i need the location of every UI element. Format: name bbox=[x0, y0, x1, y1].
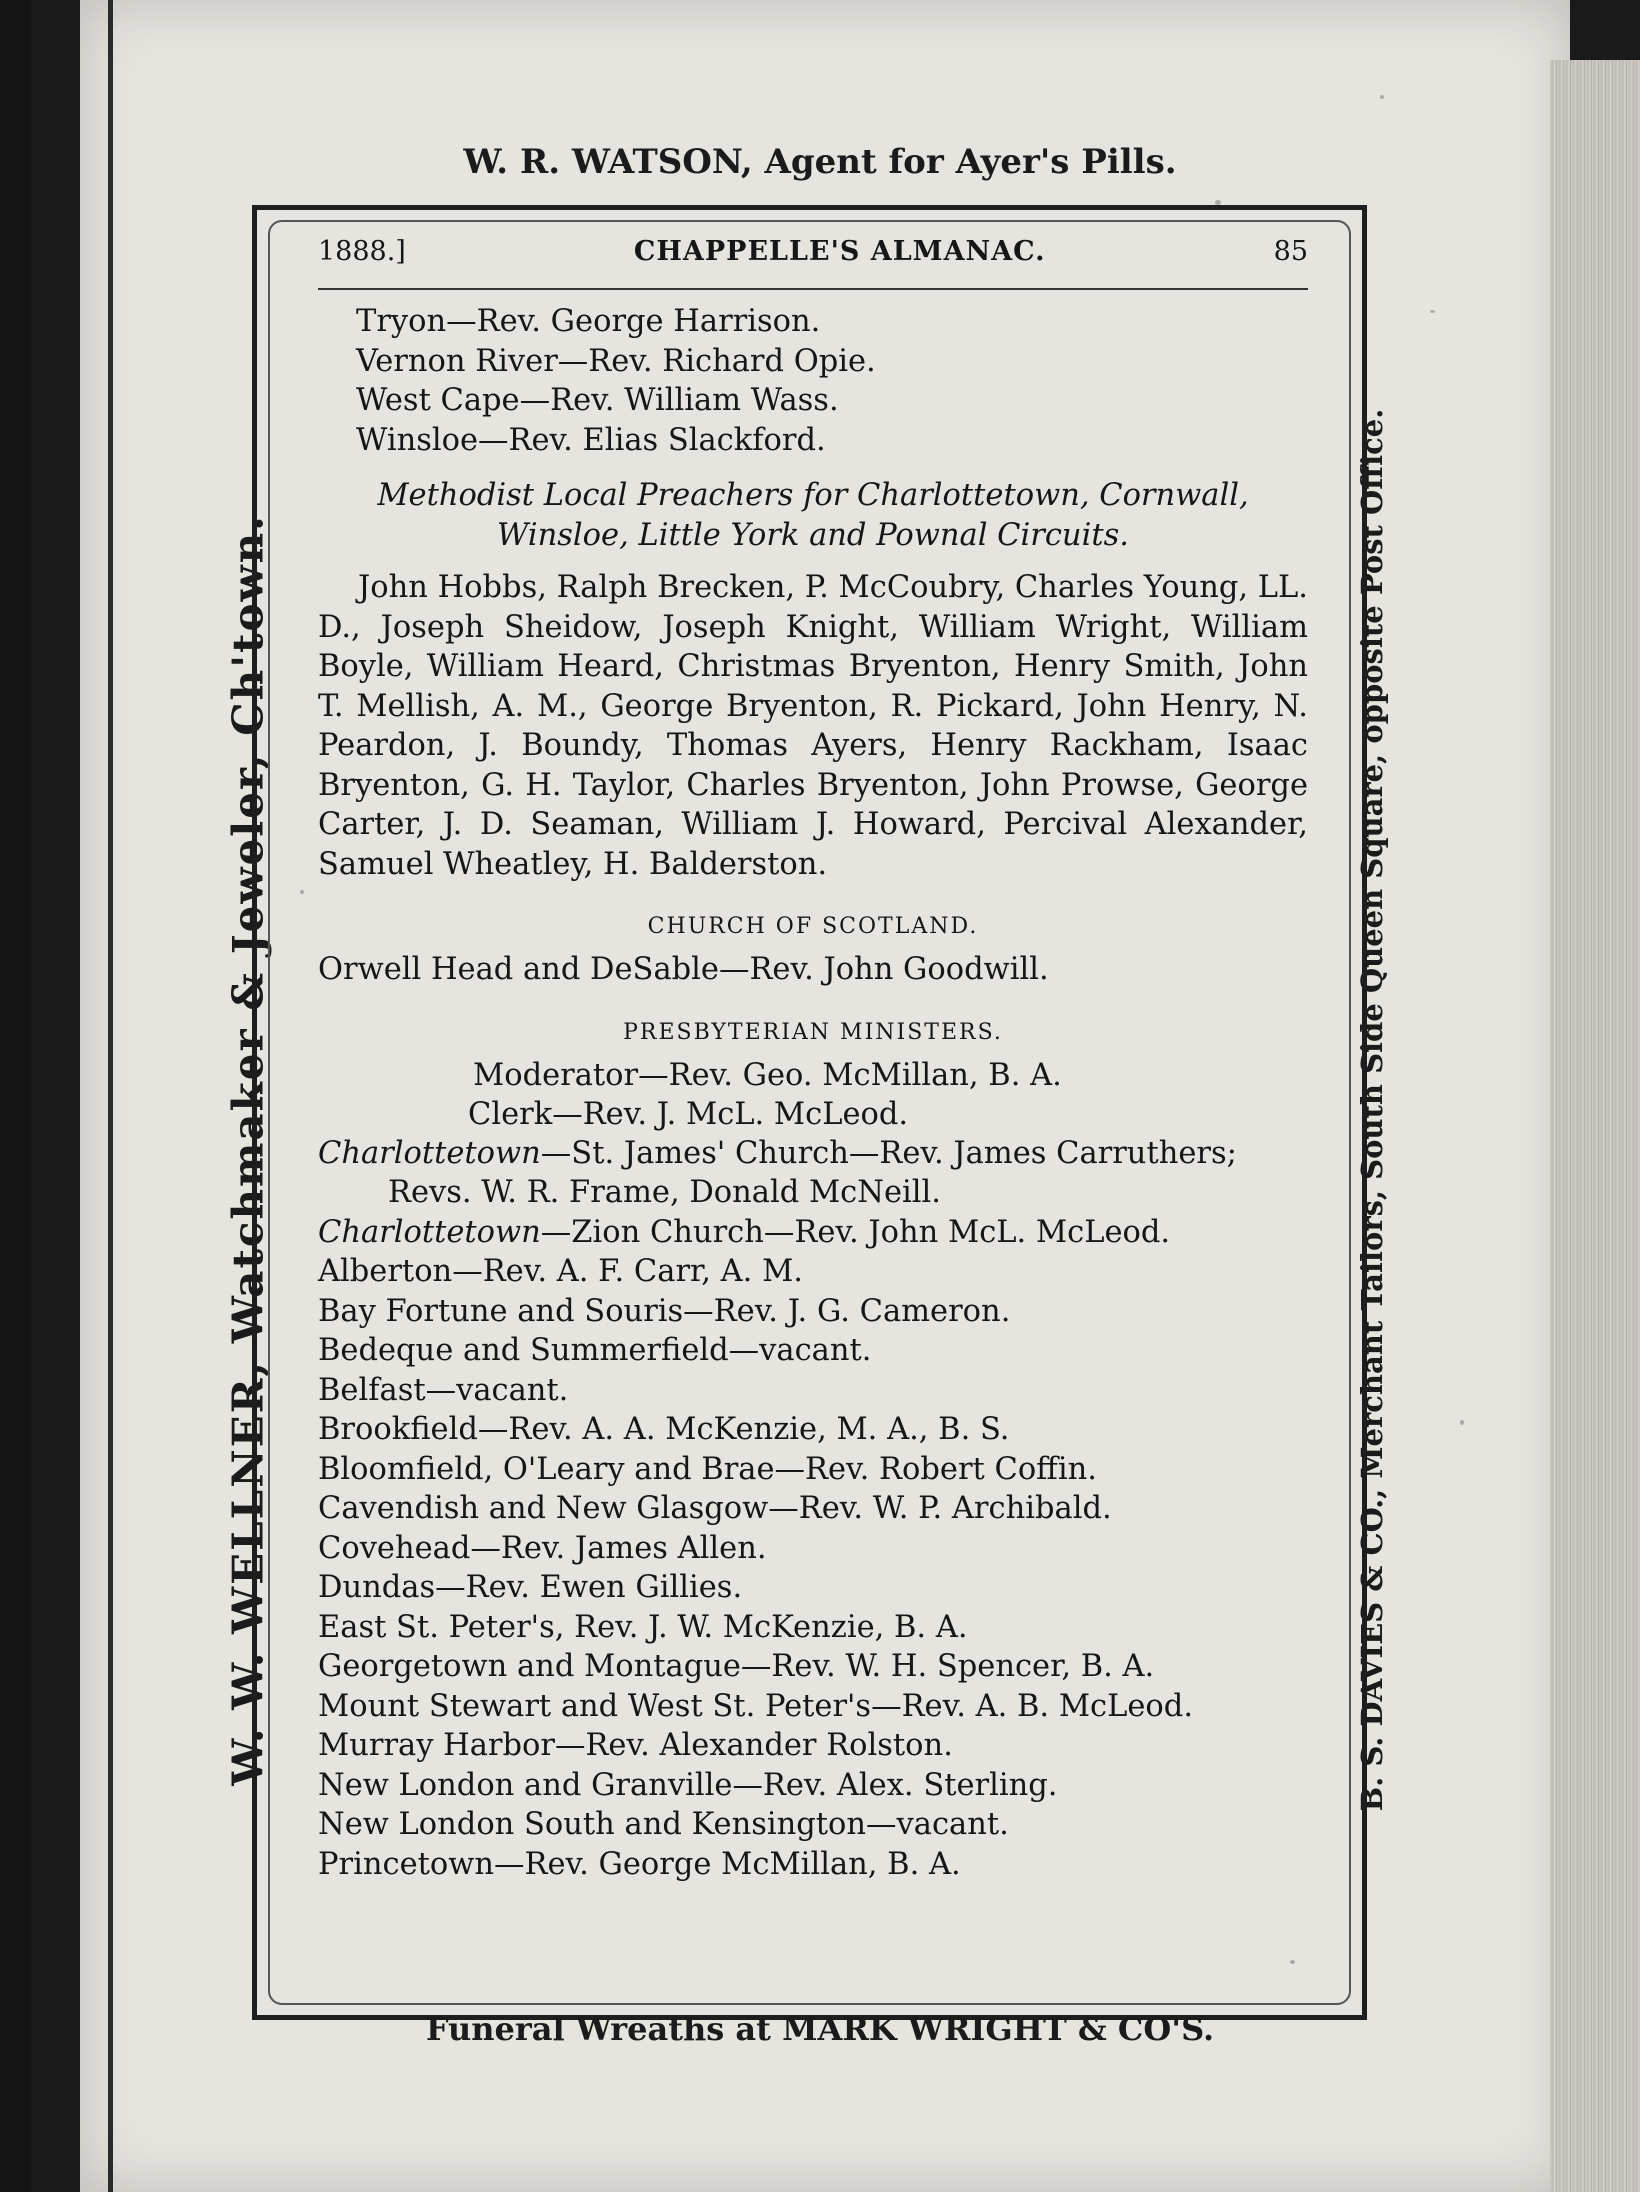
list-item: Murray Harbor—Rev. Alexander Rolston. bbox=[318, 1728, 953, 1763]
entry-text: —Zion Church—Rev. John McL. McLeod. bbox=[540, 1214, 1171, 1250]
list-item: New London and Granville—Rev. Alex. Sterling. bbox=[318, 1767, 1058, 1803]
list-item: Bay Fortune and Souris—Rev. J. G. Cameron. bbox=[318, 1293, 1011, 1329]
page-gutter-shadow bbox=[0, 0, 30, 2192]
header-title: CHAPPELLE'S ALMANAC. bbox=[633, 236, 1046, 267]
almanac-page-content bbox=[318, 236, 1308, 1884]
list-item: Bloomfield, O'Leary and Brae—Rev. Robert Coffin. bbox=[318, 1451, 1097, 1487]
running-header bbox=[318, 236, 1308, 278]
list-item: Winsloe—Rev. Elias Slackford. bbox=[356, 422, 826, 458]
local-preachers-names: John Hobbs, Ralph Brecken, P. McCoubry, Charles Young, LL. D., Joseph Sheidow, Joseph Knight, William Wright, William Boyle, William Heard, Christmas Bryenton, Henry Smith, John T. Mellish, A. M., George Bryenton, R. Pickard, John Henry, N. Peardon, J. Boundy, Thomas Ayers, Henry Rackham, Isaac Bryenton, G. H. Taylor, Charles Bryenton, John Prowse, George Carter, J. D. Seaman, William J. Howard, Percival Alexander, Samuel Wheatley, H. Balderston. bbox=[318, 570, 1308, 882]
page-number: 85 bbox=[1273, 236, 1308, 267]
list-item: Mount Stewart and West St. Peter's—Rev. A. B. McLeod. bbox=[318, 1688, 1194, 1724]
list-item: Princetown—Rev. George McMillan, B. A. bbox=[318, 1846, 961, 1882]
list-item: Alberton—Rev. A. F. Carr, A. M. bbox=[318, 1254, 803, 1289]
left-margin-advertisement: W. W. WELLNER, Watchmaker & Jeweler, Ch'town. bbox=[223, 514, 273, 1786]
bottom-advertisement: Funeral Wreaths at MARK WRIGHT & CO'S. bbox=[425, 2010, 1215, 2048]
list-item: Orwell Head and DeSable—Rev. John Goodwill. bbox=[318, 952, 1049, 987]
list-item: Tryon—Rev. George Harrison. bbox=[356, 304, 821, 339]
entry-text: —St. James' Church—Rev. James Carruthers; bbox=[540, 1135, 1237, 1171]
list-item: New London South and Kensington—vacant. bbox=[318, 1807, 1009, 1842]
place-name: Charlottetown bbox=[318, 1214, 541, 1250]
list-item: Georgetown and Montague—Rev. W. H. Spencer, B. A. bbox=[318, 1649, 1155, 1684]
presbyterian-heading: PRESBYTERIAN MINISTERS. bbox=[623, 1019, 1003, 1045]
list-item: East St. Peter's, Rev. J. W. McKenzie, B. A. bbox=[318, 1609, 968, 1645]
header-year: 1888.] bbox=[318, 236, 406, 267]
right-margin-advertisement: B. S. DAVIES & CO., Merchant Tailors, South Side Queen Square, opposite Post Office. bbox=[1355, 408, 1389, 1812]
list-item: Covehead—Rev. James Allen. bbox=[318, 1530, 767, 1566]
top-advertisement: W. R. WATSON, Agent for Ayer's Pills. bbox=[463, 142, 1177, 182]
list-item: Belfast—vacant. bbox=[318, 1372, 569, 1408]
local-preachers-heading bbox=[318, 476, 1308, 556]
list-item: Bedeque and Summerfield—vacant. bbox=[318, 1333, 872, 1368]
list-item: Vernon River—Rev. Richard Opie. bbox=[356, 343, 876, 379]
heading-line: Methodist Local Preachers for Charlottetown, Cornwall, bbox=[377, 478, 1249, 513]
list-item-continuation: Revs. W. R. Frame, Donald McNeill. bbox=[388, 1175, 941, 1210]
list-item: West Cape—Rev. William Wass. bbox=[356, 383, 839, 418]
church-of-scotland-heading: CHURCH OF SCOTLAND. bbox=[647, 914, 979, 939]
heading-line: Winsloe, Little York and Pownal Circuits. bbox=[497, 518, 1129, 553]
clerk-line: Clerk—Rev. J. McL. McLeod. bbox=[468, 1096, 909, 1132]
list-item bbox=[318, 1134, 1308, 1174]
header-rule bbox=[318, 288, 1308, 290]
list-item: Brookfield—Rev. A. A. McKenzie, M. A., B. S. bbox=[318, 1412, 1010, 1447]
book-page-edges bbox=[1550, 60, 1640, 2192]
list-item: Cavendish and New Glasgow—Rev. W. P. Archibald. bbox=[318, 1491, 1112, 1526]
list-item: Dundas—Rev. Ewen Gillies. bbox=[318, 1570, 743, 1605]
moderator-line: Moderator—Rev. Geo. McMillan, B. A. bbox=[473, 1057, 1062, 1093]
methodist-stations-list bbox=[318, 302, 1308, 460]
list-item bbox=[318, 1213, 1308, 1253]
page-edge-line bbox=[108, 0, 113, 2192]
place-name: Charlottetown bbox=[318, 1135, 541, 1171]
